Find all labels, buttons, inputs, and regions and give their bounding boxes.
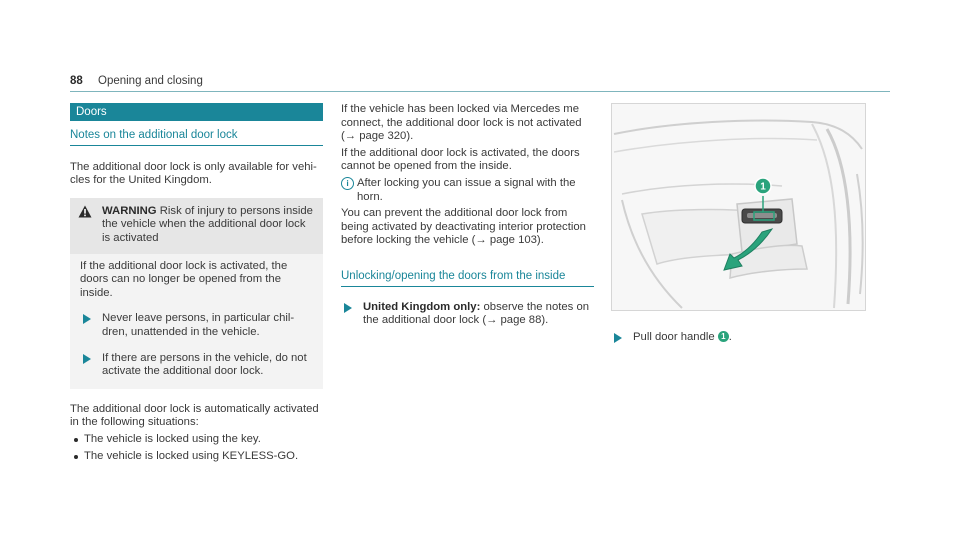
prevent-paragraph: You can prevent the additional door lock from being activated by deactivating interior protection before locking the vehicle (→ page 103). [341,207,586,247]
list-item-text: The vehicle is locked using the key. [84,432,261,445]
bullet-icon [74,455,78,459]
warning-header [70,198,323,254]
warning-text: Risk of injury to persons inside the vehicle when the additional door lock is activated [102,204,313,244]
column-left [70,103,323,463]
step-text: Pull door handle [633,331,718,343]
list-item [70,450,323,464]
callout-marker-label: 1 [760,181,766,193]
intro-paragraph: The additional door lock is only available for vehi- cles for the United Kingdom. [70,160,317,187]
door-panel-drawing [612,104,865,310]
list-item-text: The vehicle is locked using KEYLESS-GO. [84,449,299,462]
step-arrow-icon [83,354,91,364]
warning-step-text: If there are persons in the vehicle, do not activate the additional door lock. [102,351,307,378]
warning-body-text: If the additional door lock is activated, the doors can no longer be opened from the inside. [80,259,288,299]
page-title: Opening and closing [98,75,203,87]
info-note [341,177,594,204]
activated-paragraph: If the additional door lock is activated, the doors cannot be opened from the inside. [341,146,580,173]
instruction-step [611,331,864,345]
warning-label: WARNING [102,204,157,217]
subsection-title: Notes on the additional door lock [70,129,323,146]
list-item [70,433,323,447]
warning-step-text: Never leave persons, in particular chil- dren, unattended in the vehicle. [102,312,295,338]
header-divider [70,91,890,92]
step-arrow-icon [614,333,622,343]
bullet-icon [74,438,78,442]
step-arrow-icon [83,314,91,324]
info-note-text: After locking you can issue a signal with the horn. [357,176,576,203]
subsection-title: Unlocking/opening the doors from the inside [341,270,594,287]
page-number: 88 [70,75,83,87]
step-end: . [728,331,732,343]
warning-box [70,198,323,389]
instruction-step [341,301,594,328]
section-title-bar: Doors [70,103,323,121]
step-arrow-icon [344,303,352,313]
warning-step [80,352,313,379]
mercedes-me-paragraph: If the vehicle has been locked via Mercedes me connect, the additional door lock is not activated (→ page 320). [341,103,582,143]
callout-marker-icon: 1 [718,331,729,342]
door-handle-illustration [611,103,866,311]
step-bold-text: United Kingdom only: [363,300,481,313]
auto-activation-paragraph: The additional door lock is automatically activated in the following situations: [70,402,319,429]
info-icon: i [341,177,354,190]
column-middle [341,103,594,328]
warning-triangle-icon [78,205,92,218]
warning-body [70,254,323,389]
column-right [611,103,864,345]
step-text: observe the notes on the additional door lock (→ page 88). [363,300,590,327]
warning-step [80,312,313,339]
